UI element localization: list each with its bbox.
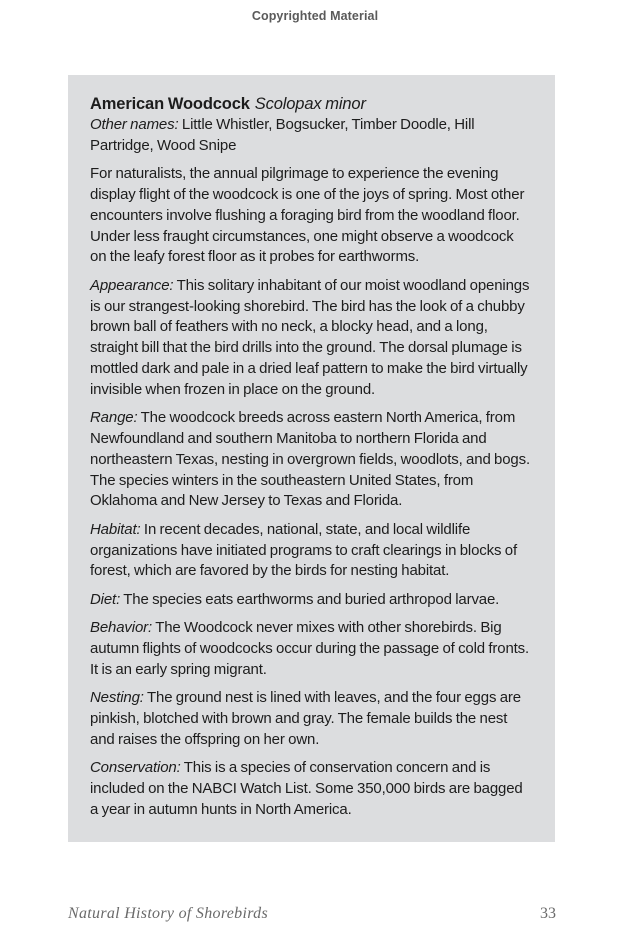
behavior-text: The Woodcock never mixes with other shorebirds. Big autumn flights of woodcocks occur during the passage of cold fronts. It is an early spring migrant. <box>90 619 530 678</box>
behavior-paragraph <box>90 618 533 680</box>
habitat-label: Habitat: <box>90 520 141 538</box>
appearance-label: Appearance: <box>90 276 174 294</box>
appearance-text: This solitary inhabitant of our moist woodland openings is our strangest-looking shorebird. The bird has the look of a chubby brown ball of feathers with no neck, a blocky head, and a long, straight bill that the bird drills into the ground. The dorsal plumage is mottled dark and pale in a dried leaf pattern to make the bird virtually invisible when frozen in place on the ground. <box>90 276 530 398</box>
diet-paragraph <box>90 590 533 611</box>
other-names-label: Other names: <box>90 116 179 133</box>
habitat-text: In recent decades, national, state, and local wildlife organizations have initiated programs to craft clearings in blocks of forest, which are favored by the birds for nesting habitat. <box>90 520 517 580</box>
habitat-paragraph <box>90 520 533 582</box>
conservation-text: This is a species of conservation concern and is included on the NABCI Watch List. Some 350,000 birds are bagged a year in autumn hunts in North America. <box>90 759 523 818</box>
diet-label: Diet: <box>90 590 121 608</box>
range-label: Range: <box>90 409 138 427</box>
range-text: The woodcock breeds across eastern North America, from Newfoundland and southern Manitoba to northern Florida and northeastern Texas, nesting in overgrown fields, woodlots, and bogs. The species winters in the southeastern United States, from Oklahoma and New Jersey to Texas and Florida. <box>90 409 530 510</box>
nesting-paragraph <box>90 688 533 750</box>
intro-paragraph: For naturalists, the annual pilgrimage to experience the evening display flight of the woodcock is one of the joys of spring. Most other encounters involve flushing a foraging bird from the woodland floor. Under less fraught circumstances, one might observe a woodcock on the leafy forest floor as it probes for earthworms. <box>90 165 525 266</box>
conservation-label: Conservation: <box>90 759 181 777</box>
page-number: 33 <box>540 905 556 922</box>
nesting-text: The ground nest is lined with leaves, and the four eggs are pinkish, blotched with brown and gray. The female builds the nest and raises the offspring on her own. <box>90 689 521 748</box>
behavior-label: Behavior: <box>90 619 153 637</box>
copyright-notice: Copyrighted Material <box>251 9 379 23</box>
diet-text: The species eats earthworms and buried arthropod larvae. <box>123 590 500 608</box>
appearance-paragraph <box>90 276 533 401</box>
species-title <box>90 94 533 115</box>
scientific-name: Scolopax minor <box>254 95 366 113</box>
running-footer-title: Natural History of Shorebirds <box>68 905 268 922</box>
other-names-text: Little Whistler, Bogsucker, Timber Doodle, Hill Partridge, Wood Snipe <box>90 116 475 154</box>
nesting-label: Nesting: <box>90 689 144 707</box>
range-paragraph <box>90 408 533 512</box>
conservation-paragraph <box>90 758 533 820</box>
other-names-paragraph <box>90 115 533 157</box>
species-account-box <box>68 75 555 842</box>
common-name: American Woodcock <box>90 95 250 113</box>
